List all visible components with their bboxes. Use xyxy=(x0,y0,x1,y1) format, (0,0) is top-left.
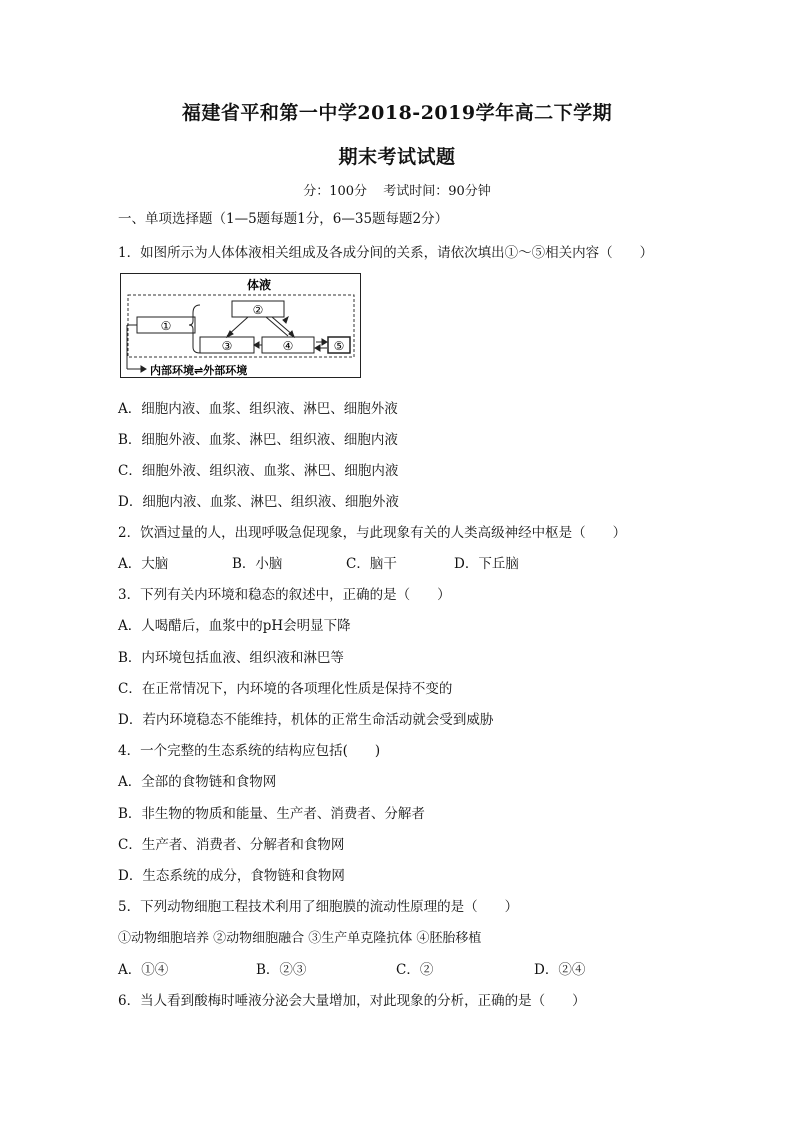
q6-stem: 6．当人看到酸梅时唾液分泌会大量增加，对此现象的分析，正确的是（ ） xyxy=(118,993,586,1009)
q4-stem: 4．一个完整的生态系统的结构应包括( ) xyxy=(118,743,381,759)
box-4-label: ④ xyxy=(282,339,294,353)
q2-stem: 2．饮酒过量的人，出现呼吸急促现象，与此现象有关的人类高级神经中枢是（ ） xyxy=(118,525,627,541)
q3-option-a: A．人喝醋后，血浆中的pH会明显下降 xyxy=(118,618,351,634)
diagram-title: 体液 xyxy=(246,278,272,292)
q5-sub: ①动物细胞培养 ②动物细胞融合 ③生产单克隆抗体 ④胚胎移植 xyxy=(118,931,482,946)
score-text: 分：100分 xyxy=(303,184,368,199)
q3-option-d: D．若内环境稳态不能维持，机体的正常生命活动就会受到威胁 xyxy=(118,712,494,728)
exam-title-line1: 福建省平和第一中学2018-2019学年高二下学期 xyxy=(181,102,613,124)
q3-option-c: C．在正常情况下，内环境的各项理化性质是保持不变的 xyxy=(118,681,453,697)
time-text: 考试时间：90分钟 xyxy=(383,184,491,199)
q2-option-c: C．脑干 xyxy=(346,556,397,572)
q5-option-d: D．②④ xyxy=(534,962,586,978)
box-1-label: ① xyxy=(160,319,172,333)
q2-option-d: D．下丘脑 xyxy=(454,556,519,572)
q1-stem: 1．如图所示为人体体液相关组成及各成分间的关系，请依次填出①～⑤相关内容（ ） xyxy=(118,245,654,261)
q3-stem: 3．下列有关内环境和稳态的叙述中，正确的是（ ） xyxy=(118,587,451,603)
q1-option-d: D．细胞内液、血浆、淋巴、组织液、细胞外液 xyxy=(118,494,399,510)
q5-option-a: A．①④ xyxy=(118,962,169,978)
q4-option-c: C．生产者、消费者、分解者和食物网 xyxy=(118,837,345,853)
q2-option-a: A．大脑 xyxy=(118,556,169,572)
section-heading: 一、单项选择题（1—5题每题1分，6—35题每题2分） xyxy=(118,211,449,227)
box-3-label: ③ xyxy=(221,339,233,353)
q3-option-b: B．内环境包括血液、组织液和淋巴等 xyxy=(118,650,344,666)
q5-option-b: B．②③ xyxy=(256,962,307,978)
box-2-label: ② xyxy=(252,303,264,317)
box-5-label: ⑤ xyxy=(333,339,345,353)
exam-title-line2: 期末考试试题 xyxy=(338,146,456,168)
q4-option-d: D．生态系统的成分，食物链和食物网 xyxy=(118,868,345,884)
q1-option-c: C．细胞外液、组织液、血浆、淋巴、细胞内液 xyxy=(118,463,399,479)
q5-option-c: C．② xyxy=(396,962,434,978)
q1-option-a: A．细胞内液、血浆、组织液、淋巴、细胞外液 xyxy=(118,401,398,417)
diagram-caption: 内部环境⇌外部环境 xyxy=(150,364,248,377)
q4-option-b: B．非生物的物质和能量、生产者、消费者、分解者 xyxy=(118,806,425,822)
q5-stem: 5．下列动物细胞工程技术利用了细胞膜的流动性原理的是（ ） xyxy=(118,899,519,915)
q1-option-b: B．细胞外液、血浆、淋巴、组织液、细胞内液 xyxy=(118,432,398,448)
exam-meta xyxy=(0,180,794,199)
q2-option-b: B．小脑 xyxy=(232,556,283,572)
body-fluid-diagram xyxy=(120,273,364,381)
q4-option-a: A．全部的食物链和食物网 xyxy=(118,774,277,790)
